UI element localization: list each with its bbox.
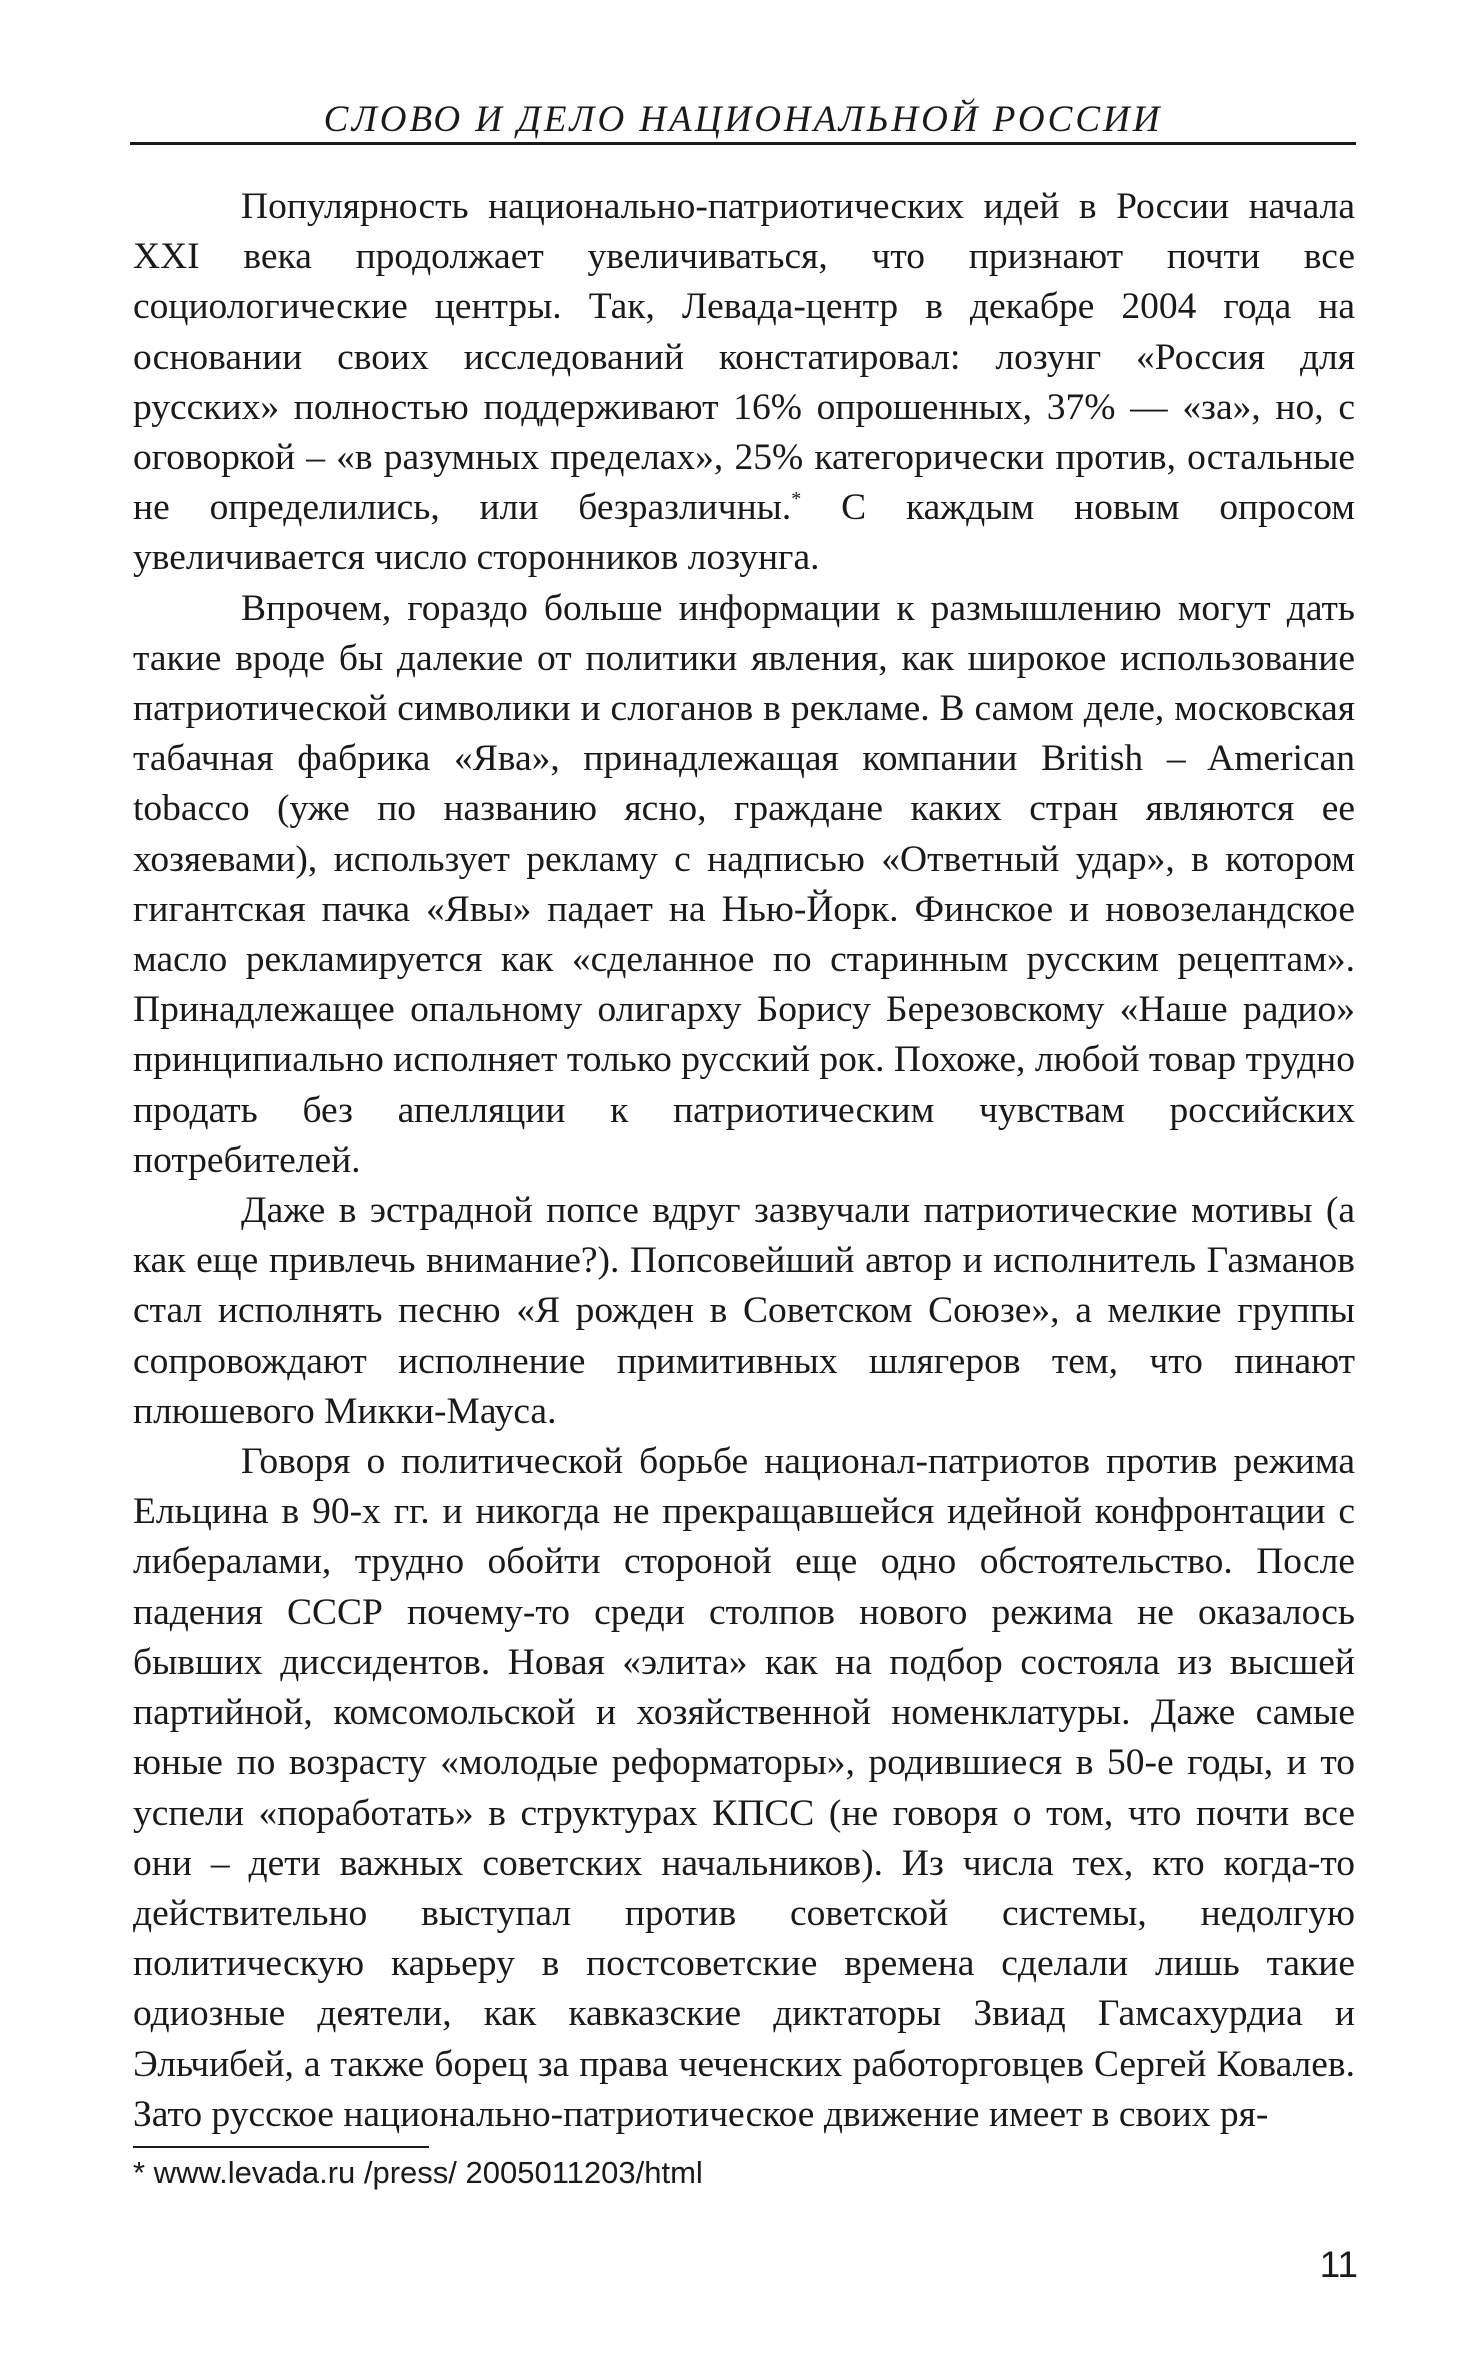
paragraph-4: Говоря о политической борьбе национал-патриотов против режима Ельцина в 90-х гг. и никогда не прекращавшейся идейной конфронтации с либералами, трудно обойти стороной еще одно обстоятельство. После падения СССР почему-то среди столпов нового режима не оказалось бывших диссидентов. Новая «элита» как на подбор состояла из высшей партийной, комсомольской и хозяйственной номенклатуры. Даже самые юные по возрасту «молодые реформаторы», родившиеся в 50-е годы, и то успели «поработать» в структурах КПСС (не говоря о том, что почти все они – дети важных советских начальников). Из числа тех, кто когда-то действительно выступал против советской системы, недолгую политическую карьеру в постсоветские времена сделали лишь такие одиозные деятели, как кавказские диктаторы Звиад Гамсахурдиа и Эльчибей, а также борец за права чеченских работорговцев Сергей Ковалев. Зато русское национально-патриотическое движение имеет в своих ря-	[133, 1441, 1355, 2135]
footnote-marker: *	[791, 488, 802, 511]
paragraph-1-text: Популярность национально-патриотических идей в России начала XXI века продолжает увеличиваться, что признают почти все социологические центры. Так, Левада-центр в декабре 2004 года на основании своих исследований констатировал: лозунг «Россия для русских» полностью поддерживают 16% опрошенных, 37% — «за», но, с оговоркой – «в разумных пределах», 25% категорически против, остальные не определились, или безразличны.	[133, 186, 1355, 529]
page-number: 11	[1319, 2244, 1358, 2285]
header-rule	[130, 142, 1356, 145]
paragraph-2: Впрочем, гораздо больше информации к размышлению могут дать такие вроде бы далекие от политики явления, как широкое использование патриотической символики и слоганов в рекламе. В самом деле, московская табачная фабрика «Ява», принадлежащая компании British – American tobacco (уже по названию ясно, граждане каких стран являются ее хозяевами), использует рекламу с надписью «Ответный удар», в котором гигантская пачка «Явы» падает на Нью-Йорк. Финское и новозеландское масло рекламируется как «сделанное по старинным русским рецептам». Принадлежащее опальному олигарху Борису Березовскому «Наше радио» принципиально исполняет только русский рок. Похоже, любой товар трудно продать без апелляции к патриотическим чувствам российских потребителей.	[133, 587, 1355, 1181]
running-title: СЛОВО И ДЕЛО НАЦИОНАЛЬНОЙ РОССИИ	[323, 99, 1163, 140]
paragraph-1-text-continued: С каждым новым опросом увеличивается число сторонников лозунга.	[133, 487, 1355, 579]
footnote-rule	[133, 2146, 429, 2148]
body-text	[133, 182, 1355, 2140]
footnote: * www.levada.ru /press/ 2005011203/html	[133, 2155, 703, 2190]
paragraph-1	[133, 182, 1355, 584]
paragraph-3: Даже в эстрадной попсе вдруг зазвучали патриотические мотивы (а как еще привлечь внимание?). Попсовейший автор и исполнитель Газманов стал исполнять песню «Я рожден в Советском Союзе», а мелкие группы сопровождают исполнение примитивных шлягеров тем, что пинают плюшевого Микки-Мауса.	[133, 1190, 1355, 1432]
